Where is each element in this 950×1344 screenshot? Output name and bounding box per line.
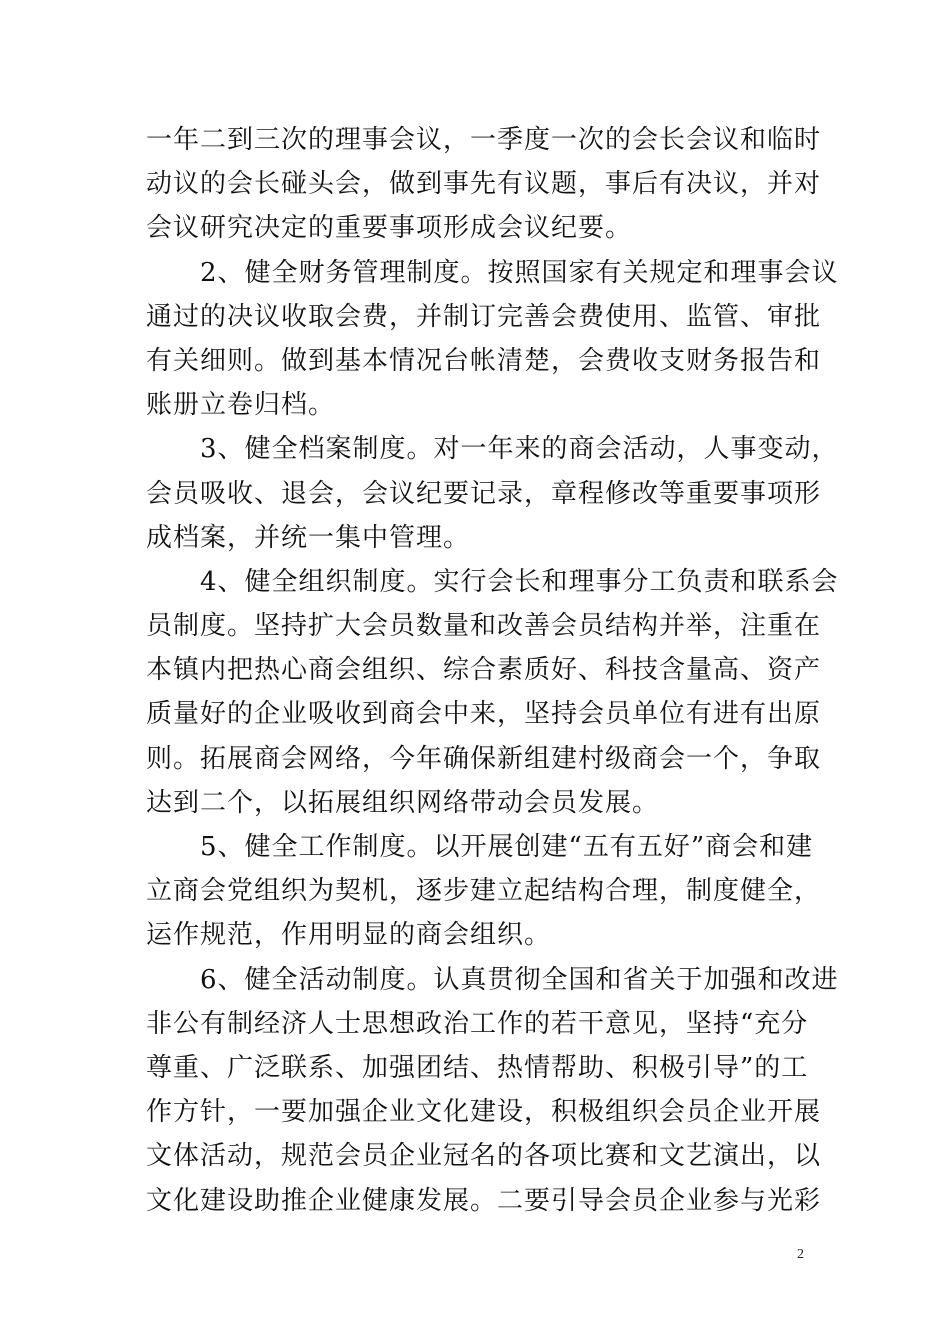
text-line: 成档案，并统一集中管理。 xyxy=(146,522,471,553)
text-line: 作方针，一要加强企业文化建设，积极组织会员企业开展 xyxy=(146,1097,822,1128)
paragraph-start-line: 6、健全活动制度。认真贯彻全国和省关于加强和改进 xyxy=(200,964,839,995)
text-line: 会员吸收、退会，会议纪要记录，章程修改等重要事项形 xyxy=(146,478,822,509)
text-line: 尊重、广泛联系、加强团结、热情帮助、积极引导”的工 xyxy=(146,1052,809,1083)
text-line: 立商会党组织为契机，逐步建立起结构合理，制度健全， xyxy=(146,876,822,907)
body-text xyxy=(146,118,839,1223)
text-line: 达到二个，以拓展组织网络带动会员发展。 xyxy=(146,787,660,818)
paragraph-start-line: 3、健全档案制度。对一年来的商会活动，人事变动， xyxy=(200,434,839,465)
page-number: 2 xyxy=(797,1247,804,1262)
text-line: 会议研究决定的重要事项形成会议纪要。 xyxy=(146,213,633,244)
paragraph-start-line: 2、健全财务管理制度。按照国家有关规定和理事会议 xyxy=(200,257,839,288)
text-line: 通过的决议收取会费，并制订完善会费使用、监管、审批 xyxy=(146,301,822,332)
text-line: 非公有制经济人士思想政治工作的若干意见，坚持“充分 xyxy=(146,1008,809,1039)
text-line: 文体活动，规范会员企业冠名的各项比赛和文艺演出，以 xyxy=(146,1141,822,1172)
text-line: 有关细则。做到基本情况台帐清楚，会费收支财务报告和 xyxy=(146,345,822,376)
text-line: 则。拓展商会网络，今年确保新组建村级商会一个，争取 xyxy=(146,743,822,774)
text-line: 一年二到三次的理事会议，一季度一次的会长会议和临时 xyxy=(146,125,822,155)
text-line: 文化建设助推企业健康发展。二要引导会员企业参与光彩 xyxy=(146,1185,822,1216)
text-line: 本镇内把热心商会组织、综合素质好、科技含量高、资产 xyxy=(146,655,822,686)
paragraph-start-line: 5、健全工作制度。以开展创建“五有五好”商会和建 xyxy=(200,832,814,862)
text-line: 账册立卷归档。 xyxy=(146,390,336,421)
text-line: 员制度。坚持扩大会员数量和改善会员结构并举，注重在 xyxy=(146,611,822,642)
text-line: 运作规范，作用明显的商会组织。 xyxy=(146,920,552,951)
text-line: 动议的会长碰头会，做到事先有议题，事后有决议，并对 xyxy=(146,169,822,200)
paragraph-start-line: 4、健全组织制度。实行会长和理事分工负责和联系会 xyxy=(200,566,839,597)
text-line: 质量好的企业吸收到商会中来，坚持会员单位有进有出原 xyxy=(146,699,822,730)
